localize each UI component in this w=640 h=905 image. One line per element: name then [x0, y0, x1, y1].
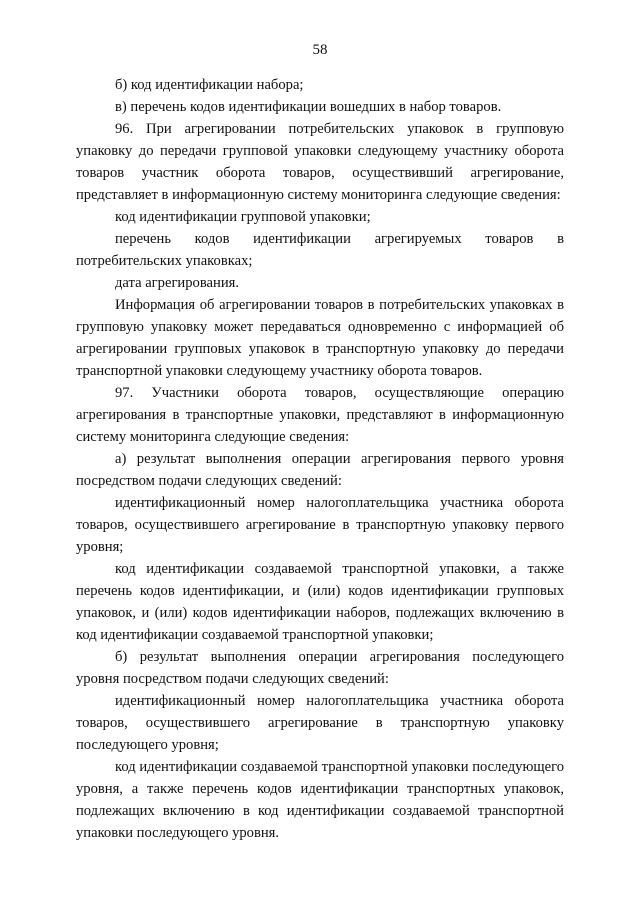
- paragraph-aggregated-codes: перечень кодов идентификации агрегируемых товаров в потребительских упаковках;: [76, 231, 564, 269]
- paragraph-inn-next-level: идентификационный номер налогоплательщика участника оборота товаров, осуществившего агрегирование в транспортную упаковку последующего уровня;: [76, 693, 564, 753]
- paragraph-group-pack-code: код идентификации групповой упаковки;: [115, 209, 371, 225]
- paragraph-96: 96. При агрегировании потребительских упаковок в групповую упаковку до передачи групповой упаковки следующему участнику оборота товаров участник оборота товаров, осуществивший агрегирование, представляет в информационную систему мониторинга следующие сведения:: [76, 121, 564, 203]
- paragraph-b-next-level: б) результат выполнения операции агрегирования последующего уровня посредством подачи следующих сведений:: [76, 649, 564, 687]
- paragraph-transport-pack-code: код идентификации создаваемой транспортной упаковки, а также перечень кодов идентификации, и (или) кодов идентификации групповых упаковок, и (или) кодов идентификации наборов, подлежащих включению в код идентификации создаваемой транспортной упаковки;: [76, 561, 564, 643]
- document-body: [76, 74, 564, 844]
- paragraph-next-level-code: код идентификации создаваемой транспортной упаковки последующего уровня, а также перечень кодов идентификации транспортных упаковок, подлежащих включению в код идентификации создаваемой транспортной упаковки последующего уровня.: [76, 759, 564, 841]
- paragraph-a-first-level: а) результат выполнения операции агрегирования первого уровня посредством подачи следующих сведений:: [76, 451, 564, 489]
- paragraph-aggregation-date: дата агрегирования.: [115, 275, 239, 291]
- paragraph-inn-first-level: идентификационный номер налогоплательщика участника оборота товаров, осуществившего агрегирование в транспортную упаковку первого уровня;: [76, 495, 564, 555]
- paragraph-97: 97. Участники оборота товаров, осуществляющие операцию агрегирования в транспортные упаковки, представляют в информационную систему мониторинга следующие сведения:: [76, 385, 564, 445]
- paragraph-aggregation-info: Информация об агрегировании товаров в потребительских упаковках в групповую упаковку может передаваться одновременно с информацией об агрегировании групповых упаковок в транспортную упаковку до передачи транспортной упаковки следующему участнику оборота товаров.: [76, 297, 564, 379]
- paragraph-b-set-code: б) код идентификации набора;: [115, 77, 304, 93]
- page-number: 58: [312, 42, 328, 58]
- paragraph-v-goods-list: в) перечень кодов идентификации вошедших в набор товаров.: [115, 99, 502, 115]
